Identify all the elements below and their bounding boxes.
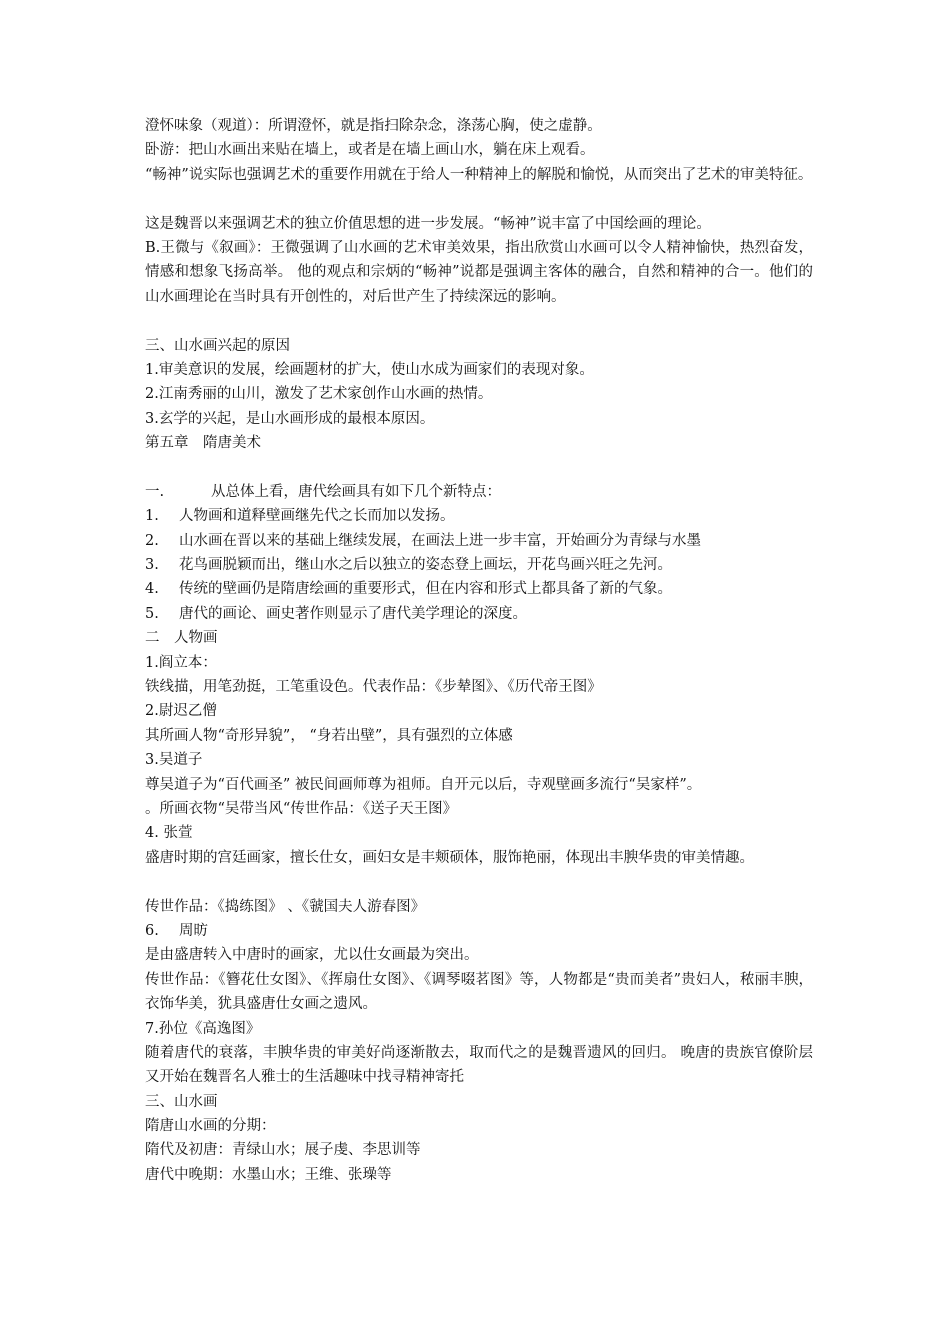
- subheading: 1.阎立本：: [145, 654, 217, 671]
- list-number: 3.: [145, 557, 159, 574]
- text-line: 尊吴道子为“百代画圣” 被民间画师尊为祖师。自开元以后，寺观壁画多流行“吴家样”。: [145, 776, 702, 793]
- text-line: 唐代中晚期：水墨山水；王维、张璪等: [145, 1166, 392, 1183]
- list-text: 人物画和道释壁画继先代之长而加以发扬。: [179, 508, 455, 525]
- paragraph: 盛唐时期的宫廷画家，擅长仕女，画妇女是丰颊硕体，服饰艳丽，体现出丰腴华贵的审美情趣。: [145, 849, 754, 866]
- list-item: [145, 504, 813, 528]
- list-text: 花鸟画脱颖而出，继山水之后以独立的姿态登上画坛，开花鸟画兴旺之先河。: [179, 557, 672, 574]
- paragraph: 传世作品：《簪花仕女图》、《挥扇仕女图》、《调琴啜茗图》等，人物都是“贵而美者”贵妇人，秾丽丰腴，衣饰华美，犹具盛唐仕女画之遗风。: [145, 971, 813, 1013]
- chapter-heading: 第五章 隋唐美术: [145, 435, 261, 452]
- list-text: 唐代的画论、画史著作则显示了唐代美学理论的深度。: [179, 605, 527, 622]
- blank-line: [145, 456, 813, 480]
- text-line: 。所画衣物“吴带当风“传世作品：《送子天王图》: [145, 800, 458, 817]
- list-number: 一.: [145, 483, 165, 500]
- section-heading: 三、山水画兴起的原因: [145, 337, 290, 354]
- text-line: 隋代及初唐：青绿山水；展子虔、李思训等: [145, 1142, 421, 1159]
- list-item: 1.审美意识的发展，绘画题材的扩大，使山水成为画家们的表现对象。: [145, 361, 594, 378]
- list-item: [145, 577, 813, 601]
- list-item: [145, 602, 813, 626]
- list-text: 山水画在晋以来的基础上继续发展，在画法上进一步丰富，开始画分为青绿与水墨: [179, 532, 701, 549]
- text-line: 铁线描，用笔劲挺，工笔重设色。代表作品：《步辇图》、《历代帝王图》: [145, 679, 602, 696]
- subheading: [145, 919, 813, 943]
- list-number: 1.: [145, 508, 159, 525]
- list-number: 4.: [145, 581, 159, 598]
- section-heading: 三、山水画: [145, 1093, 218, 1110]
- list-item: [145, 553, 813, 577]
- list-text: 从总体上看，唐代绘画具有如下几个新特点：: [211, 483, 501, 500]
- subheading: 4. 张萱: [145, 825, 193, 842]
- blank-line: [145, 309, 813, 333]
- paragraph: B.王微与《叙画》：王微强调了山水画的艺术审美效果，指出欣赏山水画可以令人精神愉快，热烈奋发，情感和想象飞扬高举。 他的观点和宗炳的“畅神”说都是强调主客体的融合，自然和精神的合一。他们的山水画理论在当时具有开创性的，对后世产生了持续深远的影响。: [145, 239, 813, 305]
- text-line: 澄怀味象（观道）：所谓澄怀，就是指扫除杂念，涤荡心胸，使之虚静。: [145, 118, 602, 134]
- document-page: [145, 114, 813, 1187]
- text-line: 是由盛唐转入中唐时的画家，尤以仕女画最为突出。: [145, 947, 479, 964]
- text-line: 传世作品：《捣练图》 、《虢国夫人游春图》: [145, 898, 426, 915]
- subheading: 7.孙位《高逸图》: [145, 1020, 261, 1037]
- text-line: 卧游：把山水画出来贴在墙上，或者是在墙上画山水，躺在床上观看。: [145, 142, 595, 159]
- text-line: 隋唐山水画的分期：: [145, 1118, 276, 1135]
- section-heading: [145, 480, 813, 504]
- paragraph: 随着唐代的衰落，丰腴华贵的审美好尚逐渐散去，取而代之的是魏晋遗风的回归。 晚唐的贵族官僚阶层又开始在魏晋名人雅士的生活趣味中找寻精神寄托: [145, 1044, 813, 1086]
- list-item: 2.江南秀丽的山川，激发了艺术家创作山水画的热情。: [145, 386, 493, 403]
- list-item: 3.玄学的兴起，是山水画形成的最根本原因。: [145, 410, 435, 427]
- list-number: 2.: [145, 532, 159, 549]
- text-line: 这是魏晋以来强调艺术的独立价值思想的进一步发展。“畅神”说丰富了中国绘画的理论。: [145, 215, 711, 232]
- text-line: 其所画人物“奇形异貌”， “身若出壁”，具有强烈的立体感: [145, 727, 513, 744]
- list-number: 6.: [145, 922, 159, 939]
- list-item: [145, 529, 813, 553]
- subheading: 2.尉迟乙僧: [145, 703, 217, 720]
- list-text: 传统的壁画仍是隋唐绘画的重要形式，但在内容和形式上都具备了新的气象。: [179, 581, 672, 598]
- list-number: 5.: [145, 605, 159, 622]
- section-heading: 二 人物画: [145, 630, 218, 647]
- subheading: 3.吴道子: [145, 752, 203, 769]
- list-text: 周昉: [179, 922, 208, 939]
- paragraph: “畅神”说实际也强调艺术的重要作用就在于给人一种精神上的解脱和愉悦，从而突出了艺术的审美特征。: [145, 166, 813, 183]
